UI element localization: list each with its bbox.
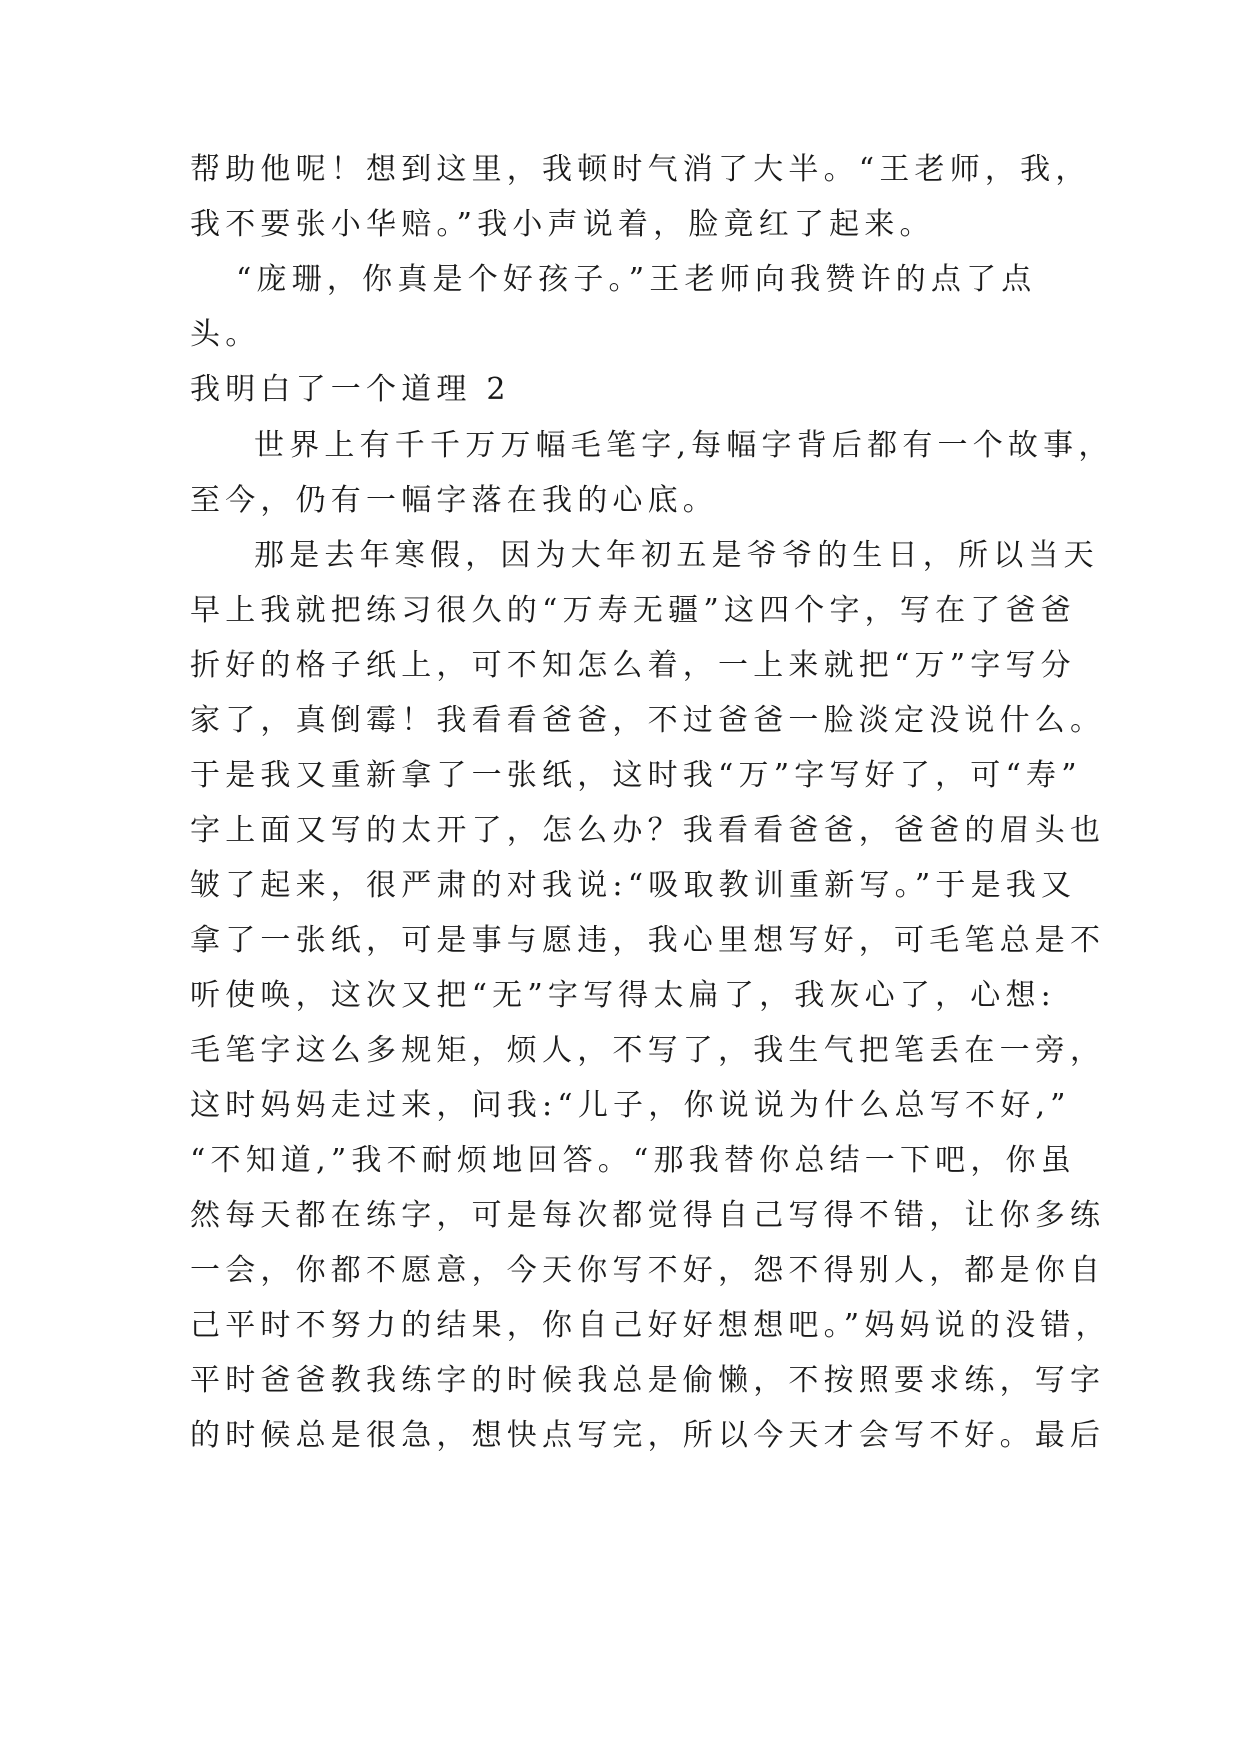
text-line: 家了，真倒霉！我看看爸爸，不过爸爸一脸淡定没说什么。 bbox=[190, 703, 1106, 738]
text-line: 己平时不努力的结果，你自己好好想想吧。”妈妈说的没错， bbox=[190, 1308, 1111, 1343]
paragraph-start: 世界上有千千万万幅毛笔字,每幅字背后都有一个故事， bbox=[254, 428, 1114, 463]
section-heading: 我明白了一个道理 2 bbox=[190, 372, 511, 407]
text-line: 头。 bbox=[190, 317, 261, 352]
text-line: “不知道,”我不耐烦地回答。“那我替你总结一下吧，你虽 bbox=[190, 1143, 1076, 1178]
text-line: 一会，你都不愿意，今天你写不好，怨不得别人，都是你自 bbox=[190, 1253, 1106, 1288]
text-line: 字上面又写的太开了，怎么办？我看看爸爸，爸爸的眉头也 bbox=[190, 813, 1106, 848]
text-line: 早上我就把练习很久的“万寿无疆”这四个字，写在了爸爸 bbox=[190, 593, 1076, 628]
text-line: 毛笔字这么多规矩，烦人，不写了，我生气把笔丢在一旁， bbox=[190, 1033, 1106, 1068]
text-line: 拿了一张纸，可是事与愿违，我心里想写好，可毛笔总是不 bbox=[190, 923, 1106, 958]
text-line: 的时候总是很急，想快点写完，所以今天才会写不好。最后 bbox=[190, 1418, 1106, 1453]
paragraph-start: 那是去年寒假，因为大年初五是爷爷的生日，所以当天 bbox=[254, 538, 1099, 573]
paragraph-start: “庞珊，你真是个好孩子。”王老师向我赞许的点了点 bbox=[236, 262, 1037, 297]
text-line: 我不要张小华赔。”我小声说着，脸竟红了起来。 bbox=[190, 207, 935, 242]
text-line: 皱了起来，很严肃的对我说:“吸取教训重新写。”于是我又 bbox=[190, 868, 1077, 903]
text-line: 然每天都在练字，可是每次都觉得自己写得不错，让你多练 bbox=[190, 1198, 1106, 1233]
text-line: 平时爸爸教我练字的时候我总是偷懒，不按照要求练，写字 bbox=[190, 1363, 1106, 1398]
text-line: 于是我又重新拿了一张纸，这时我“万”字写好了，可“寿” bbox=[190, 758, 1082, 793]
text-line: 折好的格子纸上，可不知怎么着，一上来就把“万”字写分 bbox=[190, 648, 1076, 683]
text-line: 这时妈妈走过来，问我:“儿子，你说说为什么总写不好,” bbox=[190, 1088, 1071, 1123]
text-line: 至今，仍有一幅字落在我的心底。 bbox=[190, 483, 718, 518]
text-line: 听使唤，这次又把“无”字写得太扁了，我灰心了，心想: bbox=[190, 978, 1056, 1013]
text-line: 帮助他呢！想到这里，我顿时气消了大半。“王老师，我， bbox=[190, 152, 1091, 187]
